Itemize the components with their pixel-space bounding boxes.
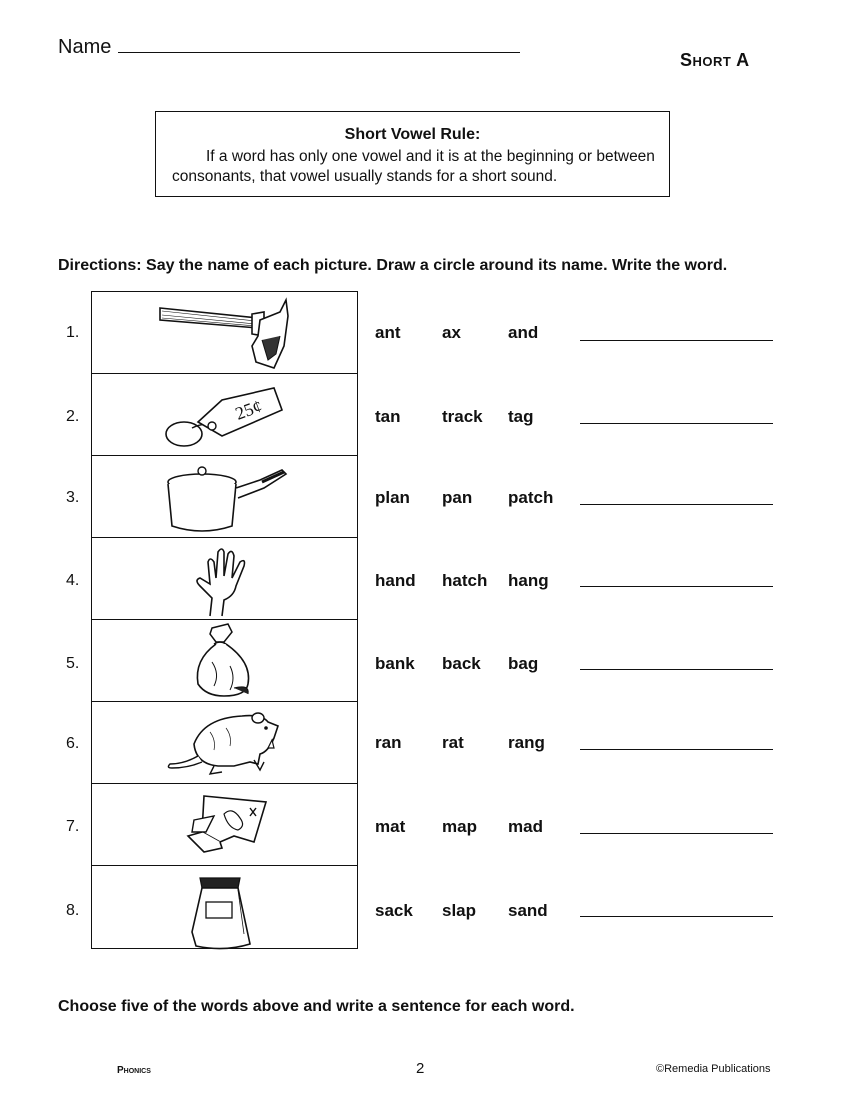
tag-price-text: 25¢ [232,395,265,424]
word-choice[interactable]: bank [375,654,415,673]
row-divider [92,619,357,620]
row-divider [92,537,357,538]
answer-line[interactable] [580,423,773,424]
row-divider [92,865,357,866]
word-choice[interactable]: mat [375,817,406,836]
word-choice[interactable]: rang [508,733,545,752]
word-choice[interactable]: mad [508,817,543,836]
sack-icon [188,874,252,952]
word-choice[interactable]: track [442,407,483,426]
row-divider [92,783,357,784]
word-choice[interactable]: sand [508,901,548,920]
word-choice[interactable]: bag [508,654,539,673]
word-choice[interactable]: patch [508,488,554,507]
footer-subject: Phonics [117,1065,151,1076]
word-choice[interactable]: tag [508,407,534,426]
answer-line[interactable] [580,833,773,834]
rule-title: Short Vowel Rule: [344,126,481,143]
hand-icon [188,542,258,618]
price-tag-icon [156,382,306,452]
rule-box [155,111,670,197]
word-choice[interactable]: and [508,323,539,342]
name-label: Name [58,36,112,58]
pan-icon [160,462,290,534]
item-number: 5. [66,655,80,672]
directions: Directions: Say the name of each picture. Draw a circle around its name. Write the word. [58,257,728,274]
word-choice[interactable]: ax [442,323,461,342]
rat-icon [164,704,294,780]
item-number: 1. [66,324,80,341]
word-choice[interactable]: pan [442,488,473,507]
picture-table [91,291,358,949]
name-write-line[interactable] [118,52,520,53]
answer-line[interactable] [580,340,773,341]
item-number: 2. [66,408,80,425]
word-choice[interactable]: ran [375,733,402,752]
closing-instruction: Choose five of the words above and write a sentence for each word. [58,998,575,1015]
bag-icon [190,622,260,698]
answer-line[interactable] [580,504,773,505]
answer-line[interactable] [580,916,773,917]
word-choice[interactable]: plan [375,488,410,507]
word-choice[interactable]: hand [375,571,416,590]
item-number: 3. [66,489,80,506]
word-choice[interactable]: tan [375,407,401,426]
row-divider [92,373,357,374]
item-number: 8. [66,902,80,919]
word-choice[interactable]: ant [375,323,401,342]
map-icon [184,792,274,860]
row-divider [92,701,357,702]
axe-icon [152,296,302,370]
word-choice[interactable]: rat [442,733,464,752]
rule-text: If a word has only one vowel and it is at the beginning or between consonants, that vowel usually stands for a short sound. [172,148,655,185]
page-number: 2 [416,1060,425,1077]
word-choice[interactable]: back [442,654,481,673]
row-divider [92,455,357,456]
answer-line[interactable] [580,586,773,587]
item-number: 6. [66,735,80,752]
unit-title: Short A [680,50,750,70]
item-number: 7. [66,818,80,835]
word-choice[interactable]: hang [508,571,549,590]
word-choice[interactable]: hatch [442,571,488,590]
item-number: 4. [66,572,80,589]
word-choice[interactable]: map [442,817,477,836]
footer-copyright: ©Remedia Publications [656,1063,771,1075]
answer-line[interactable] [580,749,773,750]
word-choice[interactable]: slap [442,901,477,920]
answer-line[interactable] [580,669,773,670]
word-choice[interactable]: sack [375,901,413,920]
